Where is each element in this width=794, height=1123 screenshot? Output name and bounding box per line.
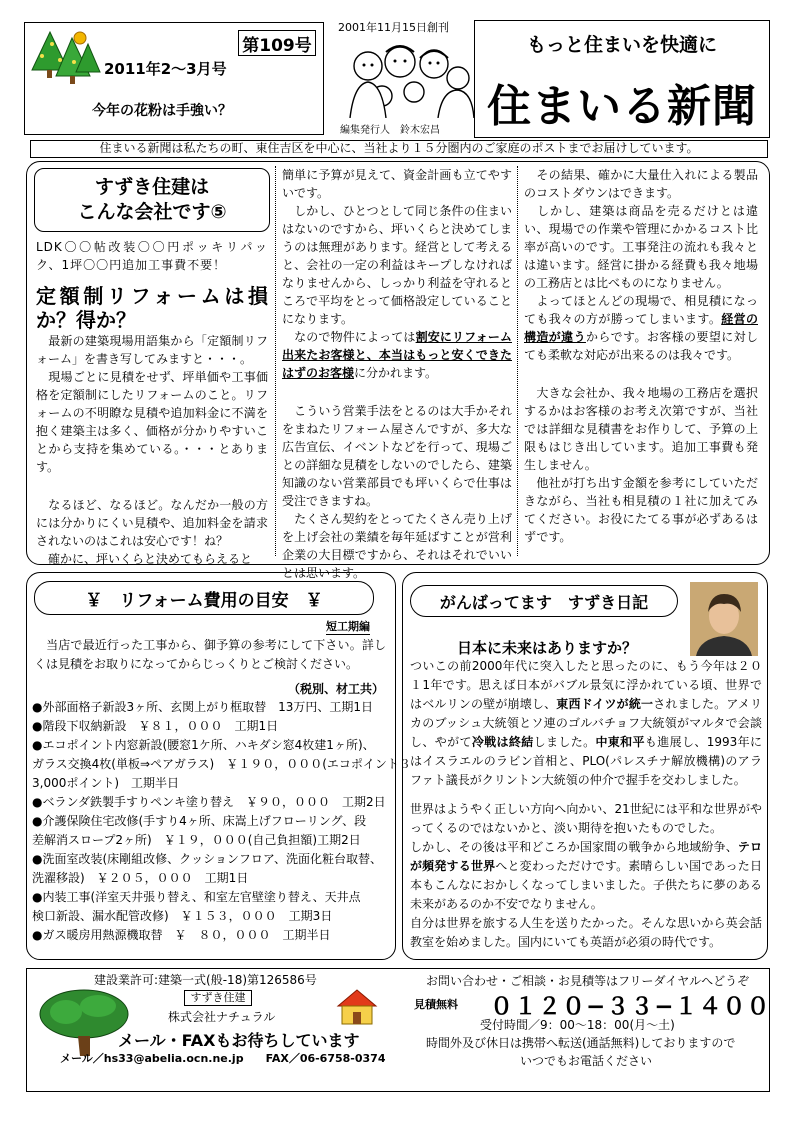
diary-para: しかし、その後は平和どころか国家間の戦争から地域紛争、テロが頻発する世界へと変わっただけです。素晴らしい国であった日本もこんなにおかしくなってしまいました。子供たちに夢のある未来があるのか不安でなりません。 bbox=[410, 840, 762, 911]
reform-item: ●エコポイント内窓新設(腰窓1ケ所、ハキダシ窓4枚建1ヶ所)、 bbox=[32, 738, 375, 752]
reform-item: ●外部面格子新設3ヶ所、玄関上がり框取替 13万円、工期1日 bbox=[32, 700, 374, 714]
article-col1-para: 確かに、坪いくらと決めてもらえると bbox=[36, 552, 253, 566]
article-heading-line1: すずき住建は bbox=[94, 176, 210, 198]
contact-prompt: メール・FAXもお待ちしています bbox=[118, 1031, 360, 1050]
issue-topic: 今年の花粉は手強い？ bbox=[92, 103, 232, 119]
free-estimate-label: 見積無料 bbox=[414, 998, 458, 1011]
phone-number[interactable]: ０１２０−３３−１４００ bbox=[490, 994, 771, 1020]
article-col2-para: たくさん契約をとってたくさん売り上げを上げ会社の業績を毎年延ばすことが営利企業の大目標ですから、それはそれでいいとは思います。 bbox=[282, 512, 512, 580]
article-col3-para: その結果、確かに大量仕入れによる製品のコストダウンはできます。 bbox=[524, 168, 758, 200]
article-col3-para: 大きな会社か、我々地場の工務店を選択するかはお客様のお考え次第ですが、当社では詳細な見積書をお作りして、予算の上限もはじき出しています。追加工事費も発生しません。 bbox=[524, 386, 758, 472]
reform-item: ●介護保険住宅改修(手すり4ヶ所、床嵩上げフローリング、段 bbox=[32, 814, 367, 828]
license-no: 建設業許可:建築一式(般-18)第126586号 bbox=[94, 973, 317, 987]
article-emphasis: 経営の構造が違う bbox=[524, 312, 758, 344]
article-col1-para: 最新の建築現場用語集から「定額制リフォーム」を書き写してみますと・・・。 bbox=[36, 334, 268, 366]
reform-item: ●内装工事(洋室天井張り替え、和室左官壁塗り替え、天井点 bbox=[32, 890, 361, 904]
article-col3-para: よってほとんどの現場で、相見積になっても我々の方が勝ってしまいます。経営の構造が違うからです。お客様の要望に対しても柔軟な対応が出来るのは我々です。 bbox=[524, 294, 758, 362]
article-col1-para: なるほど、なるほど。なんだか一般の方には分かりにくい見積や、追加料金を請求されないのはこれは安心です！ね？ bbox=[36, 498, 268, 548]
article-col1-para: 現場ごとに見積をせず、坪単価や工事価格を定額制にしたリフォームのこと。リフォームの不明瞭な見積や追加料金に不満を抱く建築主は多く、価格が分かりやすいことから支持を集めている。・・・とあります。 bbox=[36, 370, 268, 474]
diary-question: 日本に未来はありますか？ bbox=[456, 639, 637, 657]
tree-logo-icon bbox=[30, 30, 102, 88]
house-icon bbox=[336, 988, 378, 1026]
after-hours-2: いつでもお電話ください bbox=[520, 1054, 653, 1068]
tagline: もっと住まいを快適に bbox=[526, 34, 717, 56]
article-col3 bbox=[524, 166, 758, 546]
article-emphasis: 割安にリフォーム出来たお客様と、本当はもっと安くできたはずのお客様 bbox=[282, 330, 512, 380]
reform-item: 検口新設、漏水配管改修) ￥１５３，０００ 工期3日 bbox=[32, 909, 333, 923]
after-hours-1: 時間外及び休日は携帯へ転送(通話無料)しておりますので bbox=[426, 1036, 736, 1050]
diary-title: がんばってます すずき日記 bbox=[410, 585, 678, 617]
article-heading-line2: こんな会社です⑤ bbox=[77, 201, 227, 223]
reform-item: 洗濯移設) ￥２０５，０００ 工期1日 bbox=[32, 871, 249, 885]
article-col2 bbox=[282, 166, 512, 582]
email-fax: メール／hs33@abelia.ocn.ne.jp FAX／06-6758-0374 bbox=[60, 1052, 386, 1065]
diary-para: 自分は世界を旅する人生を送りたかった。そんな思いから英会話教室を始めました。国内にいても英語が必須の時代です。 bbox=[410, 916, 762, 949]
diary-para: ついこの前2000年代に突入したと思ったのに、もう今年は２０１1年です。思えば日本がバブル景気に浮かれている頃、世界ではベルリンの壁が崩壊し、東西ドイツが統一されました。アメリカのブッシュ大統領とソ連のゴルバチョフ大統領がマルタで会談し、やがて冷戦は終結しました。中東和平も進展し、1993年にはイスラエルのラビン首相と、PLO(パレスチナ解放機構)のアラファト議長がクリントン大統領の仲介で握手を交わしました。 bbox=[410, 659, 762, 787]
diary-body bbox=[410, 657, 762, 952]
diary-para: 世界はようやく正しい方向へ向かい、21世紀には平和な世界がやってくるのではないかと、淡い期待を抱いたものでした。 bbox=[410, 802, 762, 835]
author-photo-icon bbox=[690, 582, 758, 656]
reform-item-list bbox=[32, 698, 411, 945]
reform-item: ●洗面室改装(床剛組改修、クッションフロア、洗面化粧台取替、 bbox=[32, 852, 382, 866]
article-subhead: 定額制リフォームは損か？得か？ bbox=[36, 284, 268, 332]
tree-icon bbox=[38, 986, 130, 1058]
reform-item: ●ベランダ鉄製手すりペンキ塗り替え ￥９０，０００ 工期2日 bbox=[32, 795, 386, 809]
article-col2-para: こういう営業手法をとるのは大手かそれをまねたリフォーム屋さんですが、多大な広告宣伝、イベントなどを行って、現場ごとの詳細な見積をしないのでしたら、建築知識のない営業部員でも坪いくらで仕事は受注できますね。 bbox=[282, 404, 512, 508]
article-lead: LDK〇〇帖改装〇〇円ポッキリパック、1坪〇〇円追加工事費不要！ bbox=[36, 240, 268, 272]
reform-item: 差解消スロープ2ヶ所) ￥１９，０００(自己負担額)工期2日 bbox=[32, 833, 361, 847]
notice-bar: 住まいる新聞は私たちの町、東住吉区を中心に、当社より１５分圏内のご家庭のポストまでお届けしています。 bbox=[30, 140, 768, 158]
reform-tax-note: （税別、材工共） bbox=[287, 682, 384, 696]
reform-item: 3,000ポイント) 工期半日 bbox=[32, 776, 180, 790]
company-name: 株式会社ナチュラル bbox=[168, 1010, 276, 1024]
reform-item: ●ガス暖房用熱源機取替 ￥ ８０，０００ 工期半日 bbox=[32, 928, 331, 942]
article-col2-para: なので物件によっては割安にリフォーム出来たお客様と、本当はもっと安くできたはずのお客様に分かれます。 bbox=[282, 330, 512, 380]
reform-cost-title: ￥ リフォーム費用の目安 ￥ bbox=[34, 581, 374, 615]
reception-hours: 受付時間／9：00〜18：00(月〜土) bbox=[480, 1018, 675, 1032]
founded-date: 2001年11月15日創刊 bbox=[338, 21, 449, 34]
article-col3-para: しかし、建築は商品を売るだけとは違い、現場での作業や管理にかかるコスト比率が高いのです。工事発注の流れも我々とは違います。経営に掛かる経費も我々地場の工務店とは比べものになりません。 bbox=[524, 204, 758, 290]
column-divider bbox=[275, 166, 276, 556]
reform-tag: 短工期編 bbox=[326, 620, 370, 633]
newspaper-title: 住まいる新聞 bbox=[487, 81, 757, 132]
inquiry-text: お問い合わせ・ご相談・お見積等はフリーダイヤルへどうぞ bbox=[426, 974, 750, 988]
reform-intro: 当店で最近行った工事から、御予算の参考にして下さい。詳しくは見積をお取りになってからじっくりとご検討ください。 bbox=[34, 638, 386, 671]
publisher: 編集発行人 鈴木宏昌 bbox=[340, 125, 440, 136]
reform-item: ガラス交換4枚(単板⇒ペアガラス) ￥１９０，０００(エコポイント３ bbox=[32, 757, 411, 771]
column-divider bbox=[517, 166, 518, 556]
article-col2-para: 簡単に予算が見えて、資金計画も立てやすいです。 bbox=[282, 168, 512, 200]
issue-number: 第109号 bbox=[238, 30, 316, 56]
company-badge: すずき住建 bbox=[184, 990, 252, 1006]
reform-item: ●階段下収納新設 ￥８１，０００ 工期1日 bbox=[32, 719, 279, 733]
article-col2-para: しかし、ひとつとして同じ条件の住まいはないのですから、坪いくらと決めてしまうのは無理があります。経営として考えると、会社の一定の利益はキープしなければなりませんから、しっかり利益を守れるところで平均をとって価格設定していることになります。 bbox=[282, 204, 512, 326]
family-illustration-icon bbox=[342, 38, 474, 118]
article-col3-para: 他社が打ち出す金額を参考にしていただきながら、当社も相見積の１社に加えてみてください。お役にたてる事が必ずあるはずです。 bbox=[524, 476, 758, 544]
issue-date-range: 2011年2〜3月号 bbox=[104, 60, 227, 78]
article-col1 bbox=[36, 238, 268, 568]
